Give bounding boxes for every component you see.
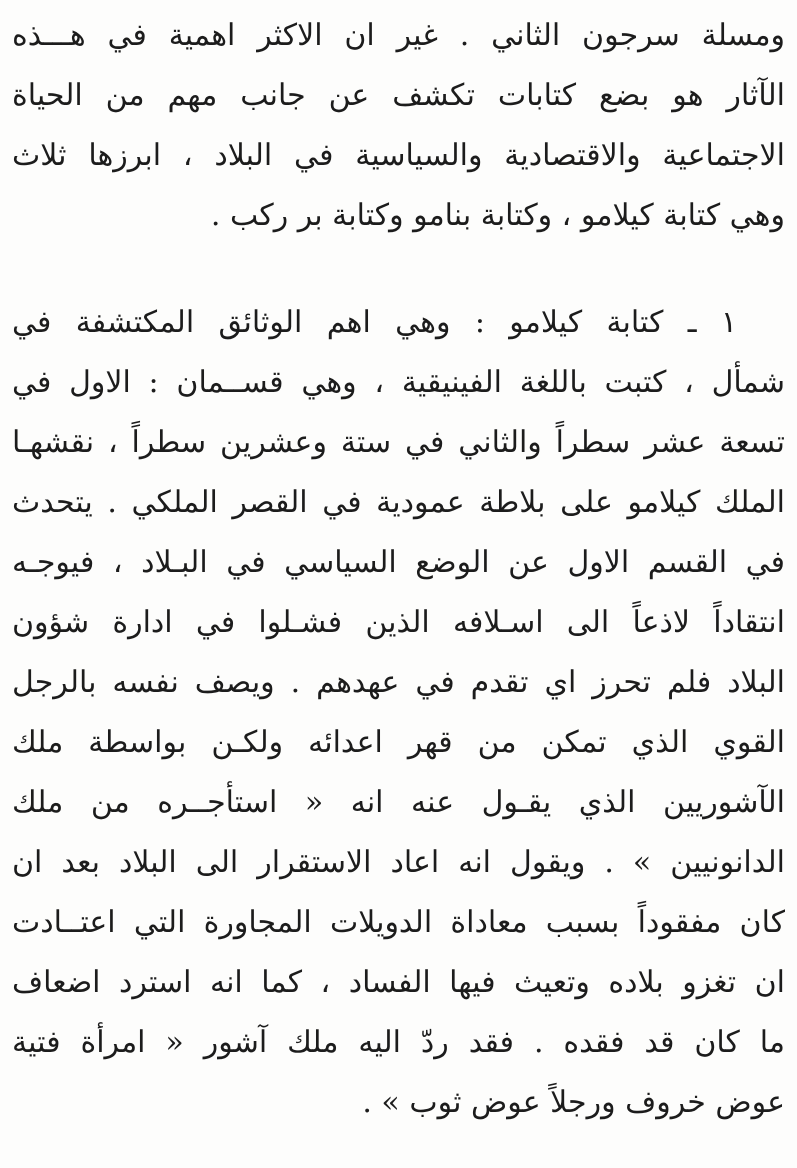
text-line: الملك كيلامو على بلاطة عمودية في القصر الملكي . يتحدث [12,485,785,520]
text-line: الدانونيين » . ويقول انه اعاد الاستقرار الى البلاد بعد ان [12,845,785,880]
text-line: عوض خروف ورجلاً عوض ثوب » . [362,1085,785,1120]
text-line: ومسلة سرجون الثاني . غير ان الاكثر اهمية في هـــذه [12,18,785,53]
text-line: شمأل ، كتبت باللغة الفينيقية ، وهي قســمان : الاول في [12,365,785,400]
text-line: انتقاداً لاذعاً الى اسـلافه الذين فشـلوا في ادارة شؤون [12,605,785,640]
text-line: ما كان قد فقده . فقد ردّ اليه ملك آشور « امرأة فتية [12,1025,785,1060]
text-line: تسعة عشر سطراً والثاني في ستة وعشرين سطراً ، نقشهـا [12,425,785,460]
text-line: وهي كتابة كيلامو ، وكتابة بنامو وكتابة بر ركب . [210,198,785,233]
text-line: ١ ـ كتابة كيلامو : وهي اهم الوثائق المكتشفة في [12,305,737,340]
text-line: الآثار هو بضع كتابات تكشف عن جانب مهم من الحياة [12,78,785,113]
text-line: كان مفقوداً بسبب معاداة الدويلات المجاورة التي اعتــادت [12,905,785,940]
text-line: البلاد فلم تحرز اي تقدم في عهدهم . ويصف نفسه بالرجل [12,665,785,700]
text-line: القوي الذي تمكن من قهر اعدائه ولكـن بواسطة ملك [12,725,785,760]
text-line: الاجتماعية والاقتصادية والسياسية في البلاد ، ابرزها ثلاث [12,138,785,173]
text-line: ان تغزو بلاده وتعيث فيها الفساد ، كما انه استرد اضعاف [12,965,785,1000]
text-line: الآشوريين الذي يقـول عنه انه « استأجــره من ملك [12,785,785,820]
text-line: في القسم الاول عن الوضع السياسي في البـلاد ، فيوجـه [12,545,785,580]
